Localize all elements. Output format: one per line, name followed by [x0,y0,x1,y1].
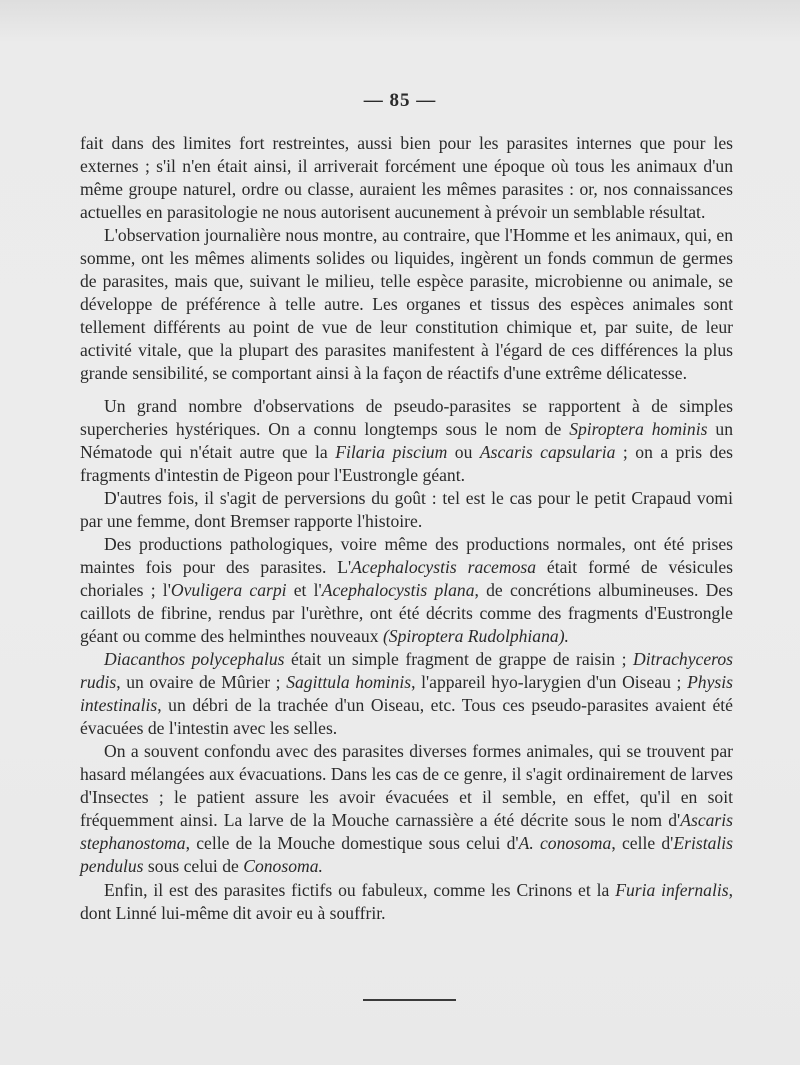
page-number: — 85 — [363,90,437,111]
paragraph [80,533,733,648]
text-run: On a souvent confondu avec des parasites diverses formes animales, qui se trouvent par hasard mélangées aux évacuations. Dans les cas de ce genre, il s'agit ordinairement de larves d'Insectes ; le patient assure les avoir évacuées et il semble, en effet, qu'il en soit fréquemment ainsi. La larve de la Mouche carnassière a été décrite sous le nom d' [80,741,733,831]
italic-term: Diacanthos polycephalus [104,649,285,670]
text-run: Des productions pathologiques, voire même des productions normales, ont été prises maintes fois pour des parasites. L' [80,533,733,577]
paragraph [80,740,733,878]
italic-term: Ditrachyceros rudis [80,649,733,693]
text-run: , l'appareil hyo-larygien d'un Oiseau ; [411,672,688,693]
page-body [80,132,733,925]
italic-term: (Spiroptera Rudolphiana). [382,625,569,646]
italic-term: Spiroptera hominis [569,418,708,439]
italic-term: Acephalocystis racemosa [351,556,537,577]
text-run: , un ovaire de Mûrier ; [116,672,287,693]
text-run: Un grand nombre d'observations de pseudo-parasites se rapportent à de simples supercheries hystériques. On a connu longtemps sous le nom de [80,395,733,439]
paragraph [80,487,733,533]
paragraph [80,648,733,740]
paragraph [80,395,733,487]
italic-term: Physis intestinalis [80,672,733,716]
text-run: , celle de la Mouche domestique sous celui d' [185,833,519,854]
text-run: , de concrétions albumineuses. Des caillots de fibrine, rendus par l'urèthre, ont été décrits comme des fragments d'Eustrongle géant ou comme des helminthes nouveaux [80,579,733,646]
italic-term: Sagittula hominis [286,672,412,693]
italic-term: Conosoma. [243,856,323,877]
paragraph [80,132,733,224]
text-run: L'observation journalière nous montre, au contraire, que l'Homme et les animaux, qui, en somme, ont les mêmes aliments solides ou liquides, ingèrent un fonds commun de germes de parasites, mais que, suivant le milieu, telle espèce parasite, microbienne ou animale, se développe de préférence à telle autre. Les organes et tissus des espèces animales sont tellement différents au point de vue de leur constitution chimique et, par suite, de leur activité vitale, que la plupart des parasites manifestent à l'égard de ces différences la plus grande sensibilité, se comportant ainsi à la façon de réactifs d'une extrême délicatesse. [80,225,733,384]
text-run: D'autres fois, il s'agit de perversions du goût : tel est le cas pour le petit Crapaud vomi par une femme, dont Bremser rapporte l'histoire. [80,487,733,531]
italic-term: Furia infernalis [615,879,729,900]
paragraph [80,224,733,385]
text-run: , dont Linné lui-même dit avoir eu à souffrir. [80,879,734,923]
italic-term: Ascaris capsularia [479,441,616,462]
italic-term: Filaria piscium [335,441,448,462]
italic-term: Eristalis pendulus [80,833,733,877]
text-run: Enfin, il est des parasites fictifs ou fabuleux, comme les Crinons et la [104,879,616,900]
text-run: et l' [286,579,322,600]
text-run: sous celui de [143,856,244,877]
text-run: , celle d' [611,833,674,854]
text-run: , un débri de la trachée d'un Oiseau, etc. Tous ces pseudo-parasites avaient été évacuées de l'intestin avec les selles. [80,695,733,739]
text-run: était formé de vésicules choriales ; l' [80,556,733,600]
text-run: était un simple fragment de grappe de raisin ; [284,649,633,670]
italic-term: A. conosoma [518,833,612,854]
italic-term: Ovuligera carpi [170,579,287,600]
italic-term: Ascaris stephanostoma [80,810,733,854]
italic-term: Acephalocystis plana [321,579,475,600]
text-run: un Nématode qui n'était autre que la [80,418,733,462]
text-run: fait dans des limites fort restreintes, aussi bien pour les parasites internes que pour les externes ; s'il n'en était ainsi, il arriverait forcément une époque où tous les animaux d'un même groupe naturel, ordre ou classe, auraient les mêmes parasites : or, nos connaissances actuelles en parasitologie ne nous autorisent aucunement à prévoir un semblable résultat. [80,133,733,223]
text-run: ; on a pris des fragments d'intestin de Pigeon pour l'Eustrongle géant. [80,441,734,485]
text-run: ou [447,441,480,462]
paragraph [80,879,733,925]
end-rule [363,999,456,1001]
